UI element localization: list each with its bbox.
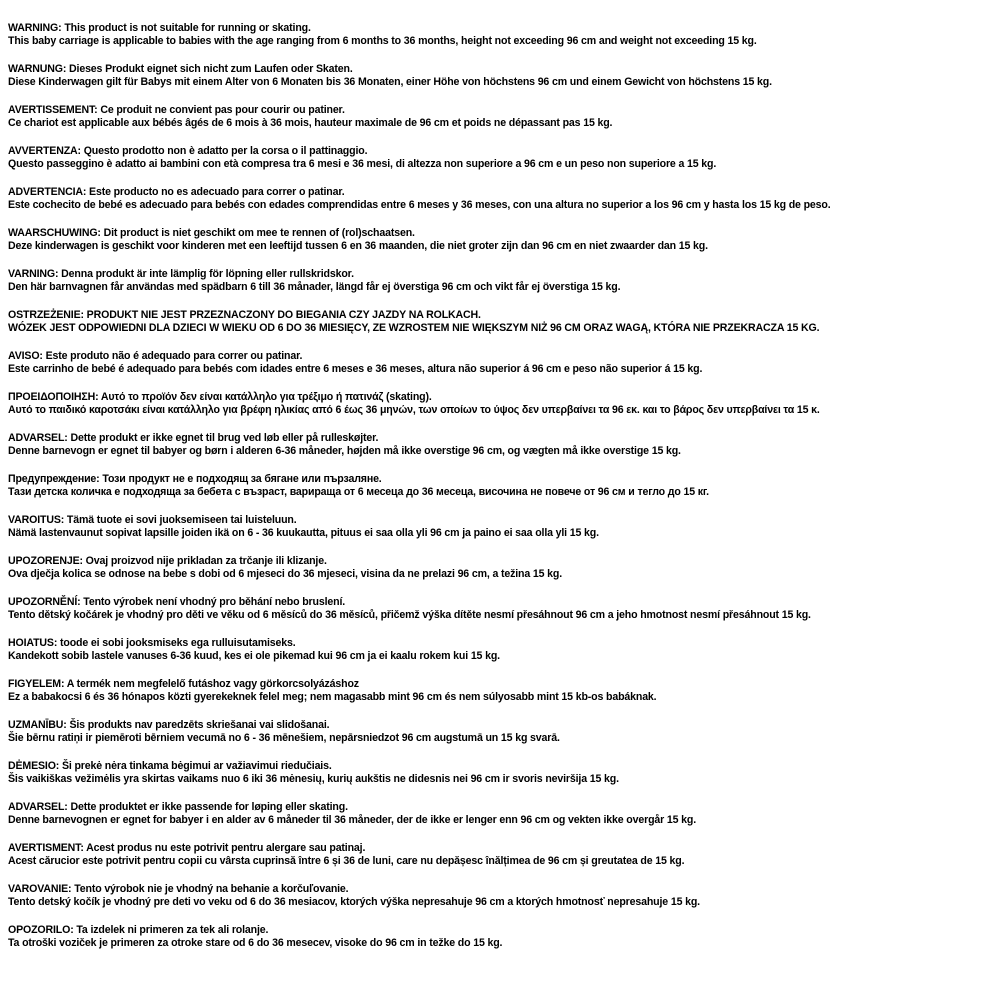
warning-heading-line: UZMANĪBU: Šis produkts nav paredzēts skriešanai vai slidošanai. (8, 719, 330, 731)
warning-section-finnish (8, 514, 996, 540)
warning-heading-line: WAARSCHUWING: Dit product is niet geschikt om mee te rennen of (rol)schaatsen. (8, 227, 415, 239)
warning-section-english (8, 22, 996, 48)
warning-heading-line: AVERTISSEMENT: Ce produit ne convient pas pour courir ou patiner. (8, 104, 345, 116)
warning-section-romanian (8, 842, 996, 868)
warning-body-line: Este cochecito de bebé es adecuado para bebés con edades comprendidas entre 6 meses y 36 meses, con una altura no superior a los 96 cm y hasta los 15 kg de peso. (8, 199, 831, 211)
warning-body-line: Nämä lastenvaunut sopivat lapsille joiden ikä on 6 - 36 kuukautta, pituus ei saa olla yli 96 cm ja paino ei saa olla yli 15 kg. (8, 527, 599, 539)
warning-section-swedish (8, 268, 996, 294)
warning-heading-line: UPOZORNĚNÍ: Tento výrobek není vhodný pro běhání nebo bruslení. (8, 596, 346, 608)
warning-section-polish (8, 309, 996, 335)
warning-heading-line: WARNING: This product is not suitable for running or skating. (8, 22, 311, 34)
warning-body-line: Diese Kinderwagen gilt für Babys mit einem Alter von 6 Monaten bis 36 Monaten, einer Höhe von höchstens 96 cm und einem Gewicht von höchstens 15 kg. (8, 76, 772, 88)
warning-body-line: Deze kinderwagen is geschikt voor kinderen met een leeftijd tussen 6 en 36 maanden, die niet groter zijn dan 96 cm en niet zwaarder dan 15 kg. (8, 240, 708, 252)
warning-section-slovenian (8, 924, 996, 950)
warning-body-line: Tento detský kočík je vhodný pre deti vo veku od 6 do 36 mesiacov, ktorých výška nepresahuje 96 cm a ktorých hmotnosť nepresahuje 15 kg. (8, 896, 700, 908)
warning-body-line: Kandekott sobib lastele vanuses 6-36 kuud, kes ei ole pikemad kui 96 cm ja ei kaalu rokem kui 15 kg. (8, 650, 500, 662)
warning-section-bulgarian (8, 473, 996, 499)
warning-body-line: Šis vaikiškas vežimėlis yra skirtas vaikams nuo 6 iki 36 mėnesių, kurių aukštis ne didesnis nei 96 cm ir svoris neviršija 15 kg. (8, 773, 619, 785)
warning-body-line: Tento dětský kočárek je vhodný pro děti ve věku od 6 měsíců do 36 měsíců, přičemž výška dítěte nesmí přesáhnout 96 cm a jeho hmotnost nesmí přesáhnout 15 kg. (8, 609, 811, 621)
warning-body-line: This baby carriage is applicable to babies with the age ranging from 6 months to 36 months, height not exceeding 96 cm and weight not exceeding 15 kg. (8, 35, 757, 47)
warning-body-line: Αυτό το παιδικό καροτσάκι είναι κατάλληλο για βρέφη ηλικίας από 6 έως 36 μηνών, των οποίων το ύψος δεν υπερβαίνει τα 96 εκ. και το βάρος δεν υπερβαίνει τα 15 κ. (8, 404, 820, 416)
warning-heading-line: ADVARSEL: Dette produktet er ikke passende for løping eller skating. (8, 801, 348, 813)
warning-heading-line: OSTRZEŻENIE: PRODUKT NIE JEST PRZEZNACZONY DO BIEGANIA CZY JAZDY NA ROLKACH. (8, 309, 481, 321)
warning-body-line: Este carrinho de bebé é adequado para bebés com idades entre 6 meses e 36 meses, altura não superior á 96 cm e peso não superior á 15 kg. (8, 363, 703, 375)
warning-heading-line: Предупреждение: Този продукт не е подходящ за бягане или пързаляне. (8, 473, 382, 485)
warning-body-line: Тази детска количка е подходяща за бебета с възраст, варираща от 6 месеца до 36 месеца, височина не повече от 96 см и тегло до 15 кг. (8, 486, 709, 498)
warning-heading-line: AVVERTENZA: Questo prodotto non è adatto per la corsa o il pattinaggio. (8, 145, 368, 157)
warning-body-line: Denne barnevogn er egnet til babyer og børn i alderen 6-36 måneder, højden må ikke overstige 96 cm, og vægten må ikke overstige 15 kg. (8, 445, 681, 457)
warning-heading-line: ΠΡΟΕΙΔΟΠΟΙΗΣΗ: Αυτό το προϊόν δεν είναι κατάλληλο για τρέξιμο ή πατινάζ (skating). (8, 391, 432, 403)
warning-section-lithuanian (8, 760, 996, 786)
warning-body-line: Ta otroški voziček je primeren za otroke stare od 6 do 36 mesecev, visoke do 96 cm in težke do 15 kg. (8, 937, 503, 949)
warning-section-german (8, 63, 996, 89)
warning-body-line: Questo passeggino è adatto ai bambini con età compresa tra 6 mesi e 36 mesi, di altezza non superiore a 96 cm e un peso non superiore a 15 kg. (8, 158, 717, 170)
warning-heading-line: OPOZORILO: Ta izdelek ni primeren za tek ali rolanje. (8, 924, 269, 936)
warning-heading-line: UPOZORENJE: Ovaj proizvod nije prikladan za trčanje ili klizanje. (8, 555, 327, 567)
warning-section-czech (8, 596, 996, 622)
warning-body-line: Ce chariot est applicable aux bébés âgés de 6 mois à 36 mois, hauteur maximale de 96 cm et poids ne dépassant pas 15 kg. (8, 117, 613, 129)
warning-section-greek (8, 391, 996, 417)
warning-heading-line: ADVARSEL: Dette produkt er ikke egnet til brug ved løb eller på rulleskøjter. (8, 432, 379, 444)
warning-heading-line: AVISO: Este produto não é adequado para correr ou patinar. (8, 350, 303, 362)
warning-heading-line: VARNING: Denna produkt är inte lämplig för löpning eller rullskridskor. (8, 268, 354, 280)
warning-section-italian (8, 145, 996, 171)
warning-section-estonian (8, 637, 996, 663)
warning-heading-line: ADVERTENCIA: Este producto no es adecuado para correr o patinar. (8, 186, 345, 198)
warning-section-croatian (8, 555, 996, 581)
warning-section-hungarian (8, 678, 996, 704)
warning-body-line: Den här barnvagnen får användas med spädbarn 6 till 36 månader, längd får ej överstiga 96 cm och vikt får ej överstiga 15 kg. (8, 281, 621, 293)
warning-body-line: Denne barnevognen er egnet for babyer i en alder av 6 måneder til 36 måneder, der de ikke er lenger enn 96 cm og vekten ikke overgår 15 kg. (8, 814, 697, 826)
warning-section-spanish (8, 186, 996, 212)
warning-body-line: Šie bērnu ratiņi ir piemēroti bērniem vecumā no 6 - 36 mēnešiem, nepārsniedzot 96 cm augstumā un 15 kg svarā. (8, 732, 560, 744)
warning-section-norwegian (8, 801, 996, 827)
warning-body-line: Ez a babakocsi 6 és 36 hónapos közti gyerekeknek felel meg; nem magasabb mint 96 cm és nem súlyosabb mint 15 kb-os babáknak. (8, 691, 657, 703)
warning-heading-line: HOIATUS: toode ei sobi jooksmiseks ega rulluisutamiseks. (8, 637, 296, 649)
warning-section-french (8, 104, 996, 130)
warning-heading-line: DĖMESIO: Ši prekė nėra tinkama bėgimui ar važiavimui riedučiais. (8, 760, 332, 772)
warning-section-slovak (8, 883, 996, 909)
warning-section-portuguese (8, 350, 996, 376)
warning-heading-line: VAROITUS: Tämä tuote ei sovi juoksemiseen tai luisteluun. (8, 514, 297, 526)
warning-section-latvian (8, 719, 996, 745)
warning-section-dutch (8, 227, 996, 253)
warning-body-line: WÓZEK JEST ODPOWIEDNI DLA DZIECI W WIEKU OD 6 DO 36 MIESIĘCY, ZE WZROSTEM NIE WIĘKSZYM NIŻ 96 CM ORAZ WAGĄ, KTÓRA NIE PRZEKRACZA 15 KG. (8, 322, 820, 334)
warning-body-line: Ova dječja kolica se odnose na bebe s dobi od 6 mjeseci do 36 mjeseci, visina da ne prelazi 96 cm, a težina 15 kg. (8, 568, 563, 580)
warning-heading-line: FIGYELEM: A termék nem megfelelő futáshoz vagy görkorcsolyázáshoz (8, 678, 359, 690)
warning-section-danish (8, 432, 996, 458)
warning-body-line: Acest cărucior este potrivit pentru copii cu vârsta cuprinsă între 6 și 36 de luni, care nu depășesc înălțimea de 96 cm și greutatea de 15 kg. (8, 855, 685, 867)
warning-heading-line: WARNUNG: Dieses Produkt eignet sich nicht zum Laufen oder Skaten. (8, 63, 353, 75)
warning-heading-line: VAROVANIE: Tento výrobok nie je vhodný na behanie a korčuľovanie. (8, 883, 349, 895)
warning-heading-line: AVERTISMENT: Acest produs nu este potrivit pentru alergare sau patinaj. (8, 842, 366, 854)
